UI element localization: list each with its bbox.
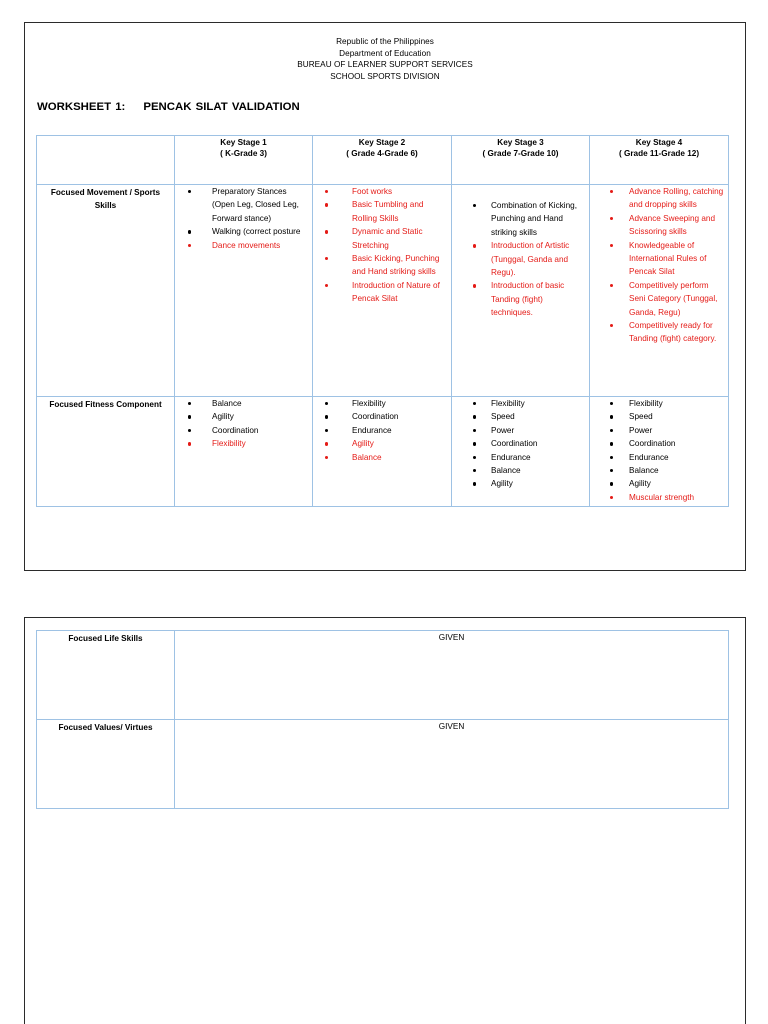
stage-3-range: ( Grade 7-Grade 10): [482, 149, 559, 158]
values-table: [36, 630, 729, 809]
bullet-item: Agility: [313, 437, 451, 450]
stage-4-range: ( Grade 11-Grade 12): [618, 149, 700, 158]
validation-table: [36, 135, 729, 507]
bullet-item: Balance: [175, 397, 312, 410]
bullet-item: Advance Rolling, catching and dropping skills: [590, 185, 728, 212]
fitness-stage-3-list: [452, 397, 589, 491]
worksheet-page-1: [24, 22, 746, 571]
bullet-item: Advance Sweeping and Scissoring skills: [590, 212, 728, 239]
bullet-item: Flexibility: [313, 397, 451, 410]
movement-stage-2-cell: [313, 185, 452, 397]
movement-row-label: Focused Movement / Sports Skills: [37, 185, 175, 397]
movement-stage-2-list: [313, 185, 451, 306]
bullet-item: Combination of Kicking, Punching and Hand striking skills: [452, 199, 589, 239]
stage-4-header: [590, 136, 729, 185]
values-row: [37, 720, 729, 809]
bullet-item: Coordination: [175, 424, 312, 437]
worksheet-name: PENCAK SILAT VALIDATION: [143, 101, 300, 113]
movement-row: [37, 185, 729, 397]
fitness-stage-2-list: [313, 397, 451, 464]
document-header: [25, 36, 745, 82]
bullet-item: Agility: [175, 410, 312, 423]
bullet-item: Dance movements: [175, 239, 312, 252]
life-skills-row: [37, 631, 729, 720]
bullet-item: Endurance: [452, 451, 589, 464]
movement-stage-4-cell: [590, 185, 729, 397]
stage-1-name: Key Stage 1: [220, 138, 267, 147]
bullet-item: Coordination: [590, 437, 728, 450]
bullet-item: Agility: [452, 477, 589, 490]
fitness-stage-1-list: [175, 397, 312, 451]
fitness-stage-4-list: [590, 397, 728, 504]
life-skills-label: Focused Life Skills: [37, 631, 175, 720]
bullet-item: Knowledgeable of International Rules of Pencak Silat: [590, 239, 728, 279]
movement-stage-3-list: [452, 185, 589, 320]
movement-stage-3-cell: [452, 185, 590, 397]
bullet-item: Speed: [590, 410, 728, 423]
bullet-item: Introduction of basic Tanding (fight) techniques.: [452, 279, 589, 319]
stage-2-header: [313, 136, 452, 185]
bullet-item: Preparatory Stances (Open Leg, Closed Leg, Forward stance): [175, 185, 312, 225]
bullet-item: Agility: [590, 477, 728, 490]
table-header-row: [37, 136, 729, 185]
header-division: SCHOOL SPORTS DIVISION: [330, 71, 440, 81]
fitness-stage-1-cell: [175, 397, 313, 507]
worksheet-title: [37, 101, 300, 113]
bullet-item: Flexibility: [452, 397, 589, 410]
stage-1-range: ( K-Grade 3): [220, 149, 267, 158]
fitness-row-label: Focused Fitness Component: [37, 397, 175, 507]
bullet-item: Balance: [590, 464, 728, 477]
bullet-item: Basic Tumbling and Rolling Skills: [313, 198, 451, 225]
bullet-item: Muscular strength: [590, 491, 728, 504]
bullet-item: Dynamic and Static Stretching: [313, 225, 451, 252]
bullet-item: Endurance: [313, 424, 451, 437]
bullet-item: Introduction of Artistic (Tunggal, Ganda and Regu).: [452, 239, 589, 279]
movement-stage-4-list: [590, 185, 728, 346]
stage-3-header: [452, 136, 590, 185]
bullet-item: Balance: [452, 464, 589, 477]
bullet-item: Walking (correct posture: [175, 225, 312, 238]
worksheet-label: WORKSHEET 1:: [37, 101, 126, 113]
stage-4-name: Key Stage 4: [635, 138, 683, 147]
bullet-item: Flexibility: [175, 437, 312, 450]
header-republic: Republic of the Philippines: [336, 37, 434, 46]
bullet-item: Speed: [452, 410, 589, 423]
bullet-item: Power: [452, 424, 589, 437]
fitness-stage-3-cell: [452, 397, 590, 507]
bullet-item: Endurance: [590, 451, 728, 464]
header-empty-cell: [37, 136, 175, 185]
bullet-item: Foot works: [313, 185, 451, 198]
values-label: Focused Values/ Virtues: [37, 720, 175, 809]
fitness-stage-2-cell: [313, 397, 452, 507]
stage-1-header: [175, 136, 313, 185]
bullet-item: Balance: [313, 451, 451, 464]
bullet-item: Flexibility: [590, 397, 728, 410]
values-value: GIVEN: [175, 720, 729, 809]
stage-3-name: Key Stage 3: [497, 138, 544, 147]
bullet-item: Coordination: [452, 437, 589, 450]
bullet-item: Power: [590, 424, 728, 437]
stage-2-range: ( Grade 4-Grade 6): [346, 149, 418, 158]
bullet-item: Introduction of Nature of Pencak Silat: [313, 279, 451, 306]
fitness-row: [37, 397, 729, 507]
movement-stage-1-cell: [175, 185, 313, 397]
bullet-item: Basic Kicking, Punching and Hand striking skills: [313, 252, 451, 279]
bullet-item: Competitively ready for Tanding (fight) category.: [590, 319, 728, 346]
life-skills-value: GIVEN: [175, 631, 729, 720]
bullet-item: Coordination: [313, 410, 451, 423]
worksheet-page-2: [24, 617, 746, 1024]
movement-stage-1-list: [175, 185, 312, 252]
fitness-stage-4-cell: [590, 397, 729, 507]
header-bureau: BUREAU OF LEARNER SUPPORT SERVICES: [297, 60, 473, 70]
bullet-item: Competitively perform Seni Category (Tunggal, Ganda, Regu): [590, 279, 728, 319]
header-department: Department of Education: [339, 48, 431, 58]
stage-2-name: Key Stage 2: [358, 138, 406, 147]
